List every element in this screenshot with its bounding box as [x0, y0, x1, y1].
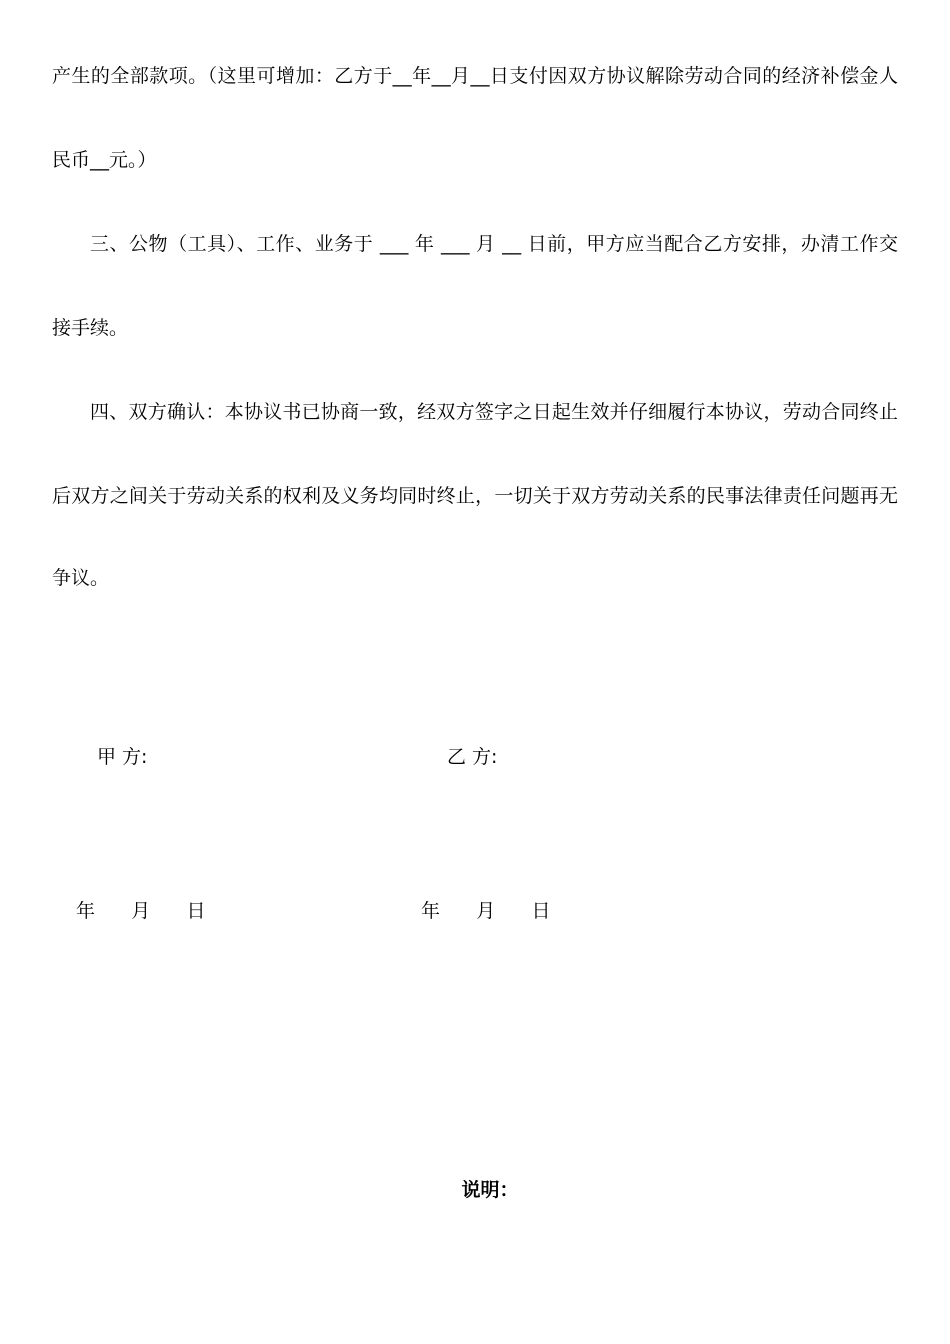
party-a-label: 甲 方: — [97, 746, 148, 768]
paragraph-3-line-1: 三、公物（工具）、工作、业务于 ___ 年 ___ 月 __ 日前，甲方应当配合乙方安排，办清工作交 — [90, 233, 898, 255]
paragraph-2-line-1: 产生的全部款项。（这里可增加：乙方于__年__月__日支付因双方协议解除劳动合同的经济补偿金人 — [52, 65, 898, 87]
paragraph-4-line-2: 后双方之间关于劳动关系的权利及义务均同时终止，一切关于双方劳动关系的民事法律责任问题再无 — [52, 485, 898, 507]
party-b-date: 年 月 日 — [421, 900, 551, 922]
paragraph-4-line-1: 四、双方确认：本协议书已协商一致，经双方签字之日起生效并仔细履行本协议，劳动合同终止 — [90, 401, 898, 423]
paragraph-2-line-2: 民币__元。） — [52, 149, 157, 171]
notes-heading: 说明： — [461, 1179, 519, 1201]
party-b-label: 乙 方: — [447, 746, 498, 768]
party-a-date: 年 月 日 — [76, 900, 206, 922]
paragraph-3-line-2: 接手续。 — [52, 317, 129, 339]
paragraph-4-line-3: 争议。 — [52, 567, 110, 589]
